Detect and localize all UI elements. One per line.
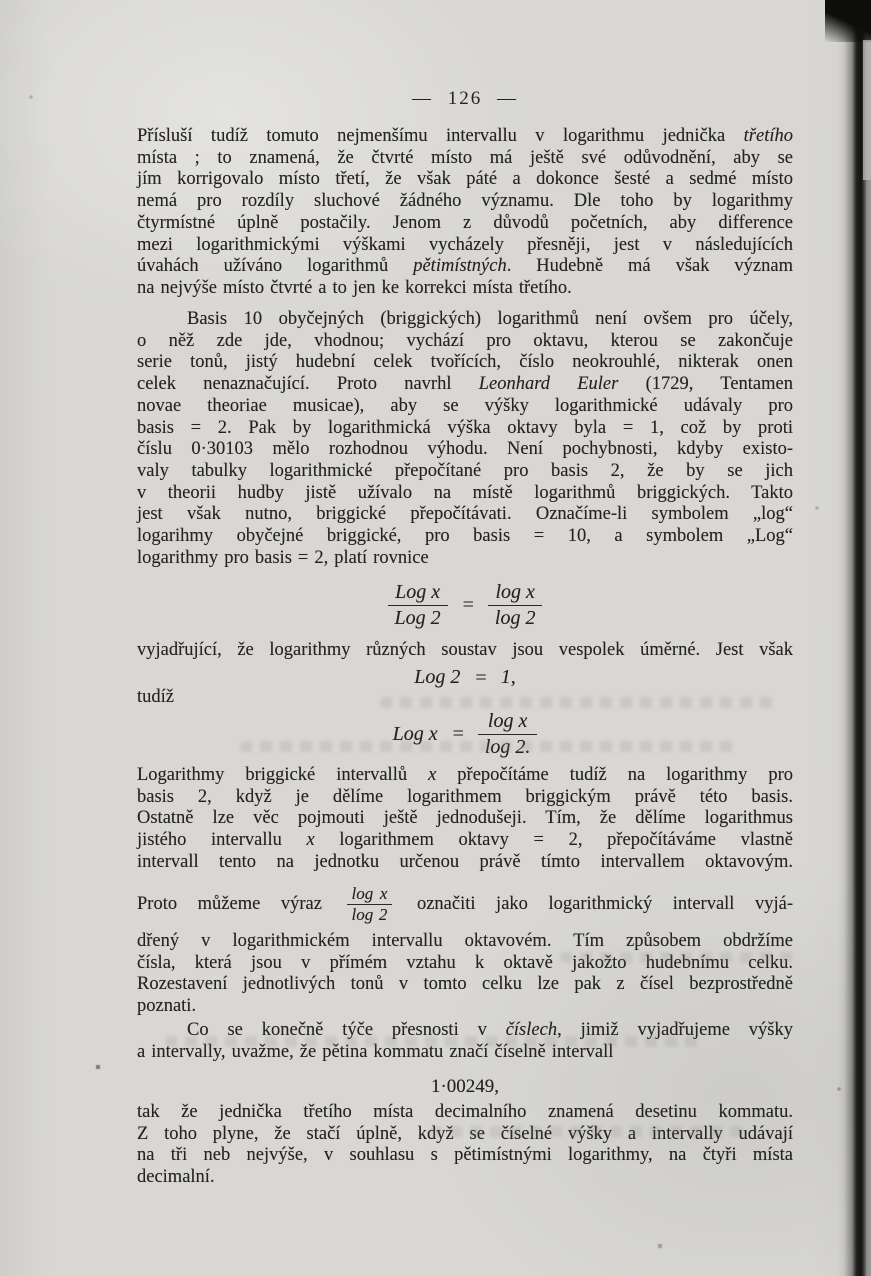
text-line bbox=[137, 931, 793, 953]
text-segment: jest však nutno, briggické přepočítávati. Označíme-li symbolem „log“ bbox=[137, 504, 793, 525]
text-line bbox=[137, 1167, 793, 1189]
text-line bbox=[137, 374, 793, 396]
text-segment: poznati. bbox=[137, 996, 197, 1017]
fraction-denominator: log 2 bbox=[494, 607, 536, 629]
inline-log-fraction bbox=[347, 885, 393, 924]
text-segment: čtyrmístné úplně postačily. Jenom z důvodů početních, aby difference bbox=[137, 212, 793, 233]
text-line bbox=[137, 352, 793, 374]
text-line bbox=[137, 439, 793, 461]
text-segment: Co se konečně týče přesnosti v bbox=[187, 1020, 506, 1040]
page-corner-shadow bbox=[825, 0, 871, 42]
text-line bbox=[137, 526, 793, 548]
text-segment: a intervally, uvažme, že pětina kommatu značí číselně intervall bbox=[137, 1041, 614, 1062]
text-segment: číslech bbox=[505, 1020, 558, 1040]
text-segment: Přísluší tudíž tomuto nejmenšímu intervallu v logarithmu jednička bbox=[137, 126, 744, 146]
text-line bbox=[137, 548, 793, 570]
bleed-through-smudge bbox=[240, 741, 740, 752]
page-edge-highlight bbox=[863, 40, 871, 180]
equals-sign: = bbox=[462, 594, 473, 616]
text-segment: Leonhard Euler bbox=[478, 374, 619, 395]
text-line bbox=[137, 148, 793, 170]
text-segment: logarihmy obyčejné briggické, pro basis = 10, a symbolem „Log“ bbox=[137, 526, 793, 547]
text-line bbox=[137, 278, 793, 300]
text-line bbox=[137, 787, 793, 809]
text-line bbox=[137, 504, 793, 526]
text-line bbox=[137, 235, 793, 257]
text-segment: Rozestavení jednotlivých tonů v tomto celku lze pak z čísel bezprostředně bbox=[137, 974, 793, 995]
text-line bbox=[137, 331, 793, 353]
text-line bbox=[137, 974, 793, 996]
equals-sign: = bbox=[475, 666, 486, 689]
comma-interval-value: 1·00249, bbox=[430, 1076, 500, 1097]
text-line bbox=[137, 765, 793, 787]
text-segment: basis 2, když je dělíme logarithmem briggickým právě této basis. bbox=[137, 786, 793, 807]
text-segment: mezi logarithmickými výškami vycházely přesněji, jest v následujících bbox=[137, 234, 793, 255]
formula-log-ratio bbox=[137, 582, 793, 629]
text-line bbox=[137, 461, 793, 483]
text-segment: Z toho plyne, že stačí úplně, když se číselné výšky a intervally udávají bbox=[137, 1123, 793, 1144]
fraction bbox=[388, 582, 448, 629]
text-segment: číslu 0·30103 mělo rozhodnou výhodu. Není pochybnosti, kdyby existo- bbox=[137, 439, 793, 460]
text-segment: . Hudebně má však význam bbox=[506, 256, 793, 277]
text-segment: (1729, Tentamen bbox=[618, 374, 793, 395]
text-segment: celek nenaznačující. Proto navrhl bbox=[137, 374, 479, 395]
text-line-with-fraction bbox=[137, 878, 793, 930]
text-segment: novae theoriae musicae), aby se výšky logarithmické udávaly pro bbox=[137, 395, 793, 416]
text-segment: pětimístných bbox=[413, 256, 507, 277]
text-segment: úvahách užíváno logarithmů bbox=[137, 256, 414, 277]
paragraph-1 bbox=[137, 126, 793, 300]
paragraph-4 bbox=[137, 931, 793, 1018]
text-segment: Logarithmy briggické intervallů bbox=[137, 765, 429, 785]
equals-sign: = bbox=[452, 723, 463, 745]
text-segment: basis = 2. Pak by logarithmická výška oktavy byla = 1, což by proti bbox=[137, 417, 793, 438]
fraction-numerator: log x bbox=[347, 885, 393, 905]
text-line bbox=[137, 213, 793, 235]
bleed-through-smudge bbox=[430, 1126, 750, 1137]
text-segment: třetího bbox=[743, 126, 793, 146]
paragraph-6 bbox=[137, 1102, 793, 1189]
text-line bbox=[137, 169, 793, 191]
text-segment: tak že jednička třetího místa decimalního znamená desetinu kommatu. bbox=[137, 1102, 793, 1122]
text-line bbox=[137, 808, 793, 830]
text-segment: nemá pro rozdíly sluchové žádného významu. Dle toho by logarithmy bbox=[137, 191, 793, 212]
fraction-denominator: log 2 bbox=[351, 905, 388, 925]
text-segment: čísla, která jsou v přímém vztahu k oktavě jakožto hudebnímu celku. bbox=[137, 952, 793, 973]
text-line bbox=[137, 483, 793, 505]
text-line bbox=[137, 396, 793, 418]
text-line bbox=[137, 852, 793, 874]
formula-rhs: 1, bbox=[500, 666, 516, 688]
paragraph-2 bbox=[137, 309, 793, 569]
fraction bbox=[488, 582, 543, 629]
text-segment: Proto můžeme výraz bbox=[137, 894, 322, 914]
fraction-numerator: log x bbox=[478, 711, 538, 735]
page-edge-shadow bbox=[837, 0, 871, 1276]
text-segment: dřený v logarithmickém intervallu oktavovém. Tím způsobem obdržíme bbox=[137, 931, 793, 951]
formula-lhs: Log 2 bbox=[414, 666, 461, 688]
text-line bbox=[137, 309, 793, 331]
fraction-numerator: Log x bbox=[388, 582, 448, 606]
text-segment: v theorii hudby jistě užívalo na místě logarithmů briggických. Takto bbox=[137, 482, 793, 503]
text-line bbox=[137, 1102, 793, 1124]
text-line bbox=[137, 256, 793, 278]
text-segment: Ostatně lze věc pojmouti ještě jednodušeji. Tím, že dělíme logarithmus bbox=[137, 808, 793, 829]
text-line bbox=[137, 996, 793, 1018]
text-segment: jím korrigovalo místo třetí, že však páté a dokonce šesté a sedmé místo bbox=[137, 169, 793, 190]
text-segment: místa ; to znamená, že čtvrté místo má ještě své odůvodnění, aby se bbox=[137, 147, 793, 168]
bleed-through-smudge bbox=[165, 1036, 705, 1047]
fraction-denominator: Log 2 bbox=[394, 607, 441, 629]
text-line bbox=[137, 191, 793, 213]
bleed-through-smudge bbox=[380, 697, 780, 708]
text-segment: označiti jako logarithmický intervall vyjá- bbox=[416, 894, 794, 914]
text-line: tudíž bbox=[137, 687, 174, 707]
page-number: — 126 — bbox=[412, 88, 518, 109]
text-segment: logarithmem oktavy = 2, přepočítáváme vlastně bbox=[314, 830, 793, 851]
text-segment: na tři neb nejvýše, v souhlasu s pětimístnými logarithmy, na čtyři místa bbox=[137, 1145, 793, 1166]
text-segment: Basis 10 obyčejných (briggických) logarithmů není ovšem pro účely, bbox=[187, 309, 793, 329]
text-segment: decimalní. bbox=[137, 1167, 215, 1188]
text-segment: valy tabulky logarithmické přepočítané pro basis 2, že by se jich bbox=[137, 460, 793, 481]
text-line: vyjadřující, že logarithmy různých soustav jsou vespolek úměrné. Jest však bbox=[137, 640, 793, 660]
text-segment: přepočítáme tudíž na logarithmy pro bbox=[436, 765, 793, 785]
text-line bbox=[137, 126, 793, 148]
text-segment: x bbox=[428, 765, 437, 785]
text-segment: o něž zde jde, vhodnou; vychází pro oktavu, kterou se zakončuje bbox=[137, 330, 793, 351]
bleed-through-smudge bbox=[560, 952, 795, 963]
text-segment: intervall tento na jednotku určenou právě tímto intervallem oktavovým. bbox=[137, 851, 793, 872]
text-segment: logarithmy pro basis = 2, platí rovnice bbox=[137, 547, 429, 568]
fraction-denominator: log 2. bbox=[484, 736, 531, 758]
text-segment: serie tonů, jistý hudební celek tvořících, číslo neokrouhlé, nikterak onen bbox=[137, 352, 793, 373]
text-segment: na nejvýše místo čtvrté a to jen ke korrekci místa třetího. bbox=[137, 277, 572, 298]
paragraph-3 bbox=[137, 765, 793, 874]
text-line bbox=[137, 830, 793, 852]
text-line bbox=[137, 418, 793, 440]
formula-lhs: Log x bbox=[392, 723, 438, 745]
fraction-numerator: log x bbox=[488, 582, 543, 606]
text-line bbox=[137, 1145, 793, 1167]
ink-speck bbox=[0, 0, 2, 2]
text-segment: x bbox=[306, 830, 315, 851]
text-segment: jistého intervallu bbox=[137, 830, 307, 851]
text-segment: , jimiž vyjadřujeme výšky bbox=[557, 1020, 793, 1040]
